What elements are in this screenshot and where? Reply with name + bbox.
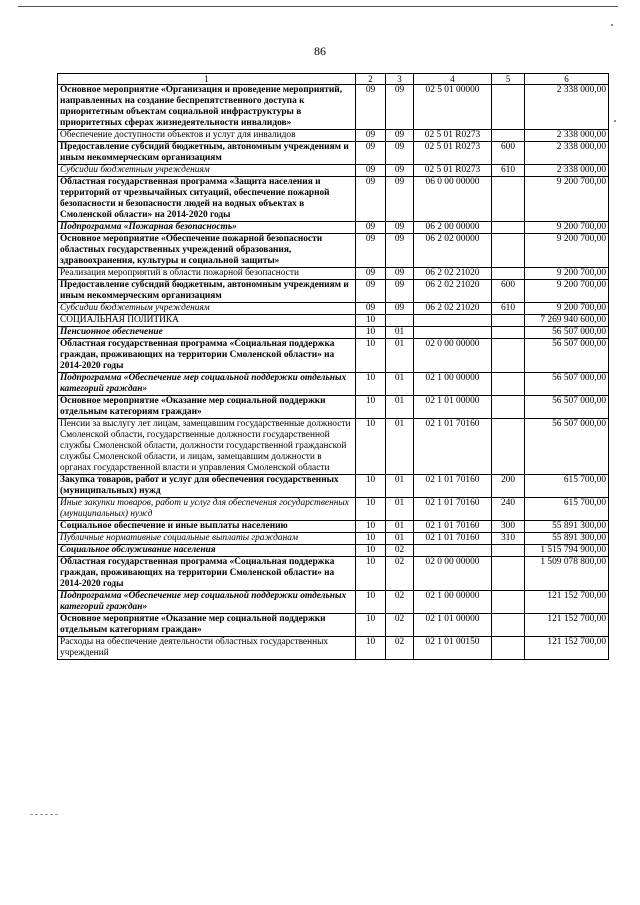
subsection-code-cell: 02 <box>386 614 414 637</box>
subsection-code-cell: 09 <box>386 280 414 303</box>
amount-cell: 2 338 000,00 <box>525 165 609 177</box>
subsection-code-cell: 01 <box>386 396 414 419</box>
item-name-cell: Предоставление субсидий бюджетным, автономным учреждениям и иным некоммерческим организациям <box>58 280 356 303</box>
expense-type-cell: 310 <box>492 533 525 545</box>
item-name-cell: Обеспечение доступности объектов и услуг для инвалидов <box>58 130 356 142</box>
amount-cell: 2 338 000,00 <box>525 130 609 142</box>
expense-type-cell: 200 <box>492 475 525 498</box>
item-name-cell: Подпрограмма «Пожарная безопасность» <box>58 222 356 234</box>
subsection-code-cell: 02 <box>386 637 414 660</box>
expense-type-cell: 240 <box>492 498 525 521</box>
item-name-cell: Иные закупки товаров, работ и услуг для обеспечения государственных (муниципальных) нужд <box>58 498 356 521</box>
expense-type-cell <box>492 327 525 339</box>
item-name-cell: Субсидии бюджетным учреждениям <box>58 165 356 177</box>
expense-type-cell <box>492 315 525 327</box>
subsection-code-cell: 01 <box>386 533 414 545</box>
section-code-cell: 10 <box>356 545 386 557</box>
target-article-cell <box>414 327 492 339</box>
expense-type-cell <box>492 545 525 557</box>
target-article-cell: 02 1 01 70160 <box>414 521 492 533</box>
subsection-code-cell: 02 <box>386 545 414 557</box>
expense-type-cell: 600 <box>492 280 525 303</box>
target-article-cell: 02 5 01 R0273 <box>414 165 492 177</box>
section-code-cell: 10 <box>356 315 386 327</box>
target-article-cell: 02 5 01 R0273 <box>414 142 492 165</box>
expense-type-cell <box>492 268 525 280</box>
table-row <box>58 177 609 222</box>
expense-type-cell <box>492 614 525 637</box>
section-code-cell: 10 <box>356 327 386 339</box>
header-cell: 5 <box>492 74 525 85</box>
table-row <box>58 396 609 419</box>
section-code-cell: 09 <box>356 280 386 303</box>
target-article-cell: 02 1 00 00000 <box>414 591 492 614</box>
subsection-code-cell: 09 <box>386 268 414 280</box>
target-article-cell: 02 1 01 70160 <box>414 498 492 521</box>
expense-type-cell <box>492 637 525 660</box>
subsection-code-cell: 09 <box>386 177 414 222</box>
table-row <box>58 339 609 373</box>
expense-type-cell <box>492 396 525 419</box>
amount-cell: 56 507 000,00 <box>525 373 609 396</box>
expense-type-cell <box>492 419 525 475</box>
expense-type-cell: 600 <box>492 142 525 165</box>
table-row <box>58 234 609 268</box>
amount-cell: 56 507 000,00 <box>525 339 609 373</box>
item-name-cell: Расходы на обеспечение деятельности областных государственных учреждений <box>58 637 356 660</box>
subsection-code-cell: 01 <box>386 475 414 498</box>
table-row <box>58 142 609 165</box>
amount-cell: 56 507 000,00 <box>525 327 609 339</box>
item-name-cell: Областная государственная программа «Социальная поддержка граждан, проживающих на территории Смоленской области» на 2014-2020 годы <box>58 339 356 373</box>
section-code-cell: 10 <box>356 396 386 419</box>
item-name-cell: Предоставление субсидий бюджетным, автономным учреждениям и иным некоммерческим организациям <box>58 142 356 165</box>
scan-speck <box>614 120 616 122</box>
target-article-cell: 06 0 00 00000 <box>414 177 492 222</box>
table-row <box>58 327 609 339</box>
target-article-cell <box>414 545 492 557</box>
subsection-code-cell: 09 <box>386 222 414 234</box>
amount-cell: 2 338 000,00 <box>525 142 609 165</box>
target-article-cell: 06 2 02 21020 <box>414 303 492 315</box>
amount-cell: 615 700,00 <box>525 475 609 498</box>
amount-cell: 9 200 700,00 <box>525 268 609 280</box>
target-article-cell <box>414 315 492 327</box>
table-row <box>58 85 609 130</box>
section-code-cell: 09 <box>356 142 386 165</box>
header-cell: 2 <box>356 74 386 85</box>
item-name-cell: Закупка товаров, работ и услуг для обеспечения государственных (муниципальных) нужд <box>58 475 356 498</box>
target-article-cell: 02 5 01 R0273 <box>414 130 492 142</box>
item-name-cell: Основное мероприятие «Оказание мер социальной поддержки отдельным категориям граждан» <box>58 614 356 637</box>
table-row <box>58 373 609 396</box>
amount-cell: 2 338 000,00 <box>525 85 609 130</box>
target-article-cell: 02 0 00 00000 <box>414 557 492 591</box>
section-code-cell: 09 <box>356 177 386 222</box>
subsection-code-cell: 01 <box>386 373 414 396</box>
target-article-cell: 02 0 00 00000 <box>414 339 492 373</box>
item-name-cell: Пенсии за выслугу лет лицам, замещавшим государственные должности Смоленской области, государственные должности государственной службы Смоленской области, должности государственной гражданской службы Смоленской области, и лицам, замещавшим должности в органах государственной власти и управления Смоленской области <box>58 419 356 475</box>
table-row <box>58 268 609 280</box>
item-name-cell: Публичные нормативные социальные выплаты гражданам <box>58 533 356 545</box>
target-article-cell: 02 5 01 00000 <box>414 85 492 130</box>
subsection-code-cell: 02 <box>386 591 414 614</box>
amount-cell: 9 200 700,00 <box>525 234 609 268</box>
section-code-cell: 10 <box>356 533 386 545</box>
section-code-cell: 09 <box>356 222 386 234</box>
subsection-code-cell: 01 <box>386 339 414 373</box>
expense-type-cell <box>492 234 525 268</box>
table-header-row <box>58 74 609 85</box>
amount-cell: 55 891 300,00 <box>525 533 609 545</box>
table-row <box>58 280 609 303</box>
section-code-cell: 10 <box>356 521 386 533</box>
amount-cell: 9 200 700,00 <box>525 280 609 303</box>
subsection-code-cell: 01 <box>386 521 414 533</box>
item-name-cell: Подпрограмма «Обеспечение мер социальной поддержки отдельных категорий граждан» <box>58 591 356 614</box>
item-name-cell: Областная государственная программа «Защита населения и территорий от чрезвычайных ситуаций, обеспечение пожарной безопасности и безопасности людей на водных объектах в Смоленской области» на 2014-2020 годы <box>58 177 356 222</box>
target-article-cell: 02 1 01 70160 <box>414 475 492 498</box>
target-article-cell: 02 1 01 70160 <box>414 533 492 545</box>
table-row <box>58 498 609 521</box>
table-row <box>58 303 609 315</box>
section-code-cell: 10 <box>356 419 386 475</box>
item-name-cell: Основное мероприятие «Обеспечение пожарной безопасности областных государственных учреждений образования, здравоохранения, культуры и социальной защиты» <box>58 234 356 268</box>
table-row <box>58 591 609 614</box>
section-code-cell: 10 <box>356 498 386 521</box>
table-row <box>58 222 609 234</box>
amount-cell: 1 509 078 800,00 <box>525 557 609 591</box>
section-code-cell: 10 <box>356 557 386 591</box>
section-code-cell: 10 <box>356 339 386 373</box>
expense-type-cell: 610 <box>492 165 525 177</box>
section-code-cell: 09 <box>356 130 386 142</box>
expense-type-cell <box>492 557 525 591</box>
subsection-code-cell: 01 <box>386 498 414 521</box>
subsection-code-cell: 09 <box>386 130 414 142</box>
table-row <box>58 475 609 498</box>
top-border-line <box>18 6 618 7</box>
expense-type-cell <box>492 591 525 614</box>
target-article-cell: 06 2 02 00000 <box>414 234 492 268</box>
target-article-cell: 06 2 02 21020 <box>414 280 492 303</box>
amount-cell: 56 507 000,00 <box>525 419 609 475</box>
subsection-code-cell: 01 <box>386 419 414 475</box>
table-row <box>58 165 609 177</box>
amount-cell: 55 891 300,00 <box>525 521 609 533</box>
item-name-cell: СОЦИАЛЬНАЯ ПОЛИТИКА <box>58 315 356 327</box>
subsection-code-cell: 09 <box>386 142 414 165</box>
section-code-cell: 09 <box>356 234 386 268</box>
expense-type-cell: 610 <box>492 303 525 315</box>
table-row <box>58 315 609 327</box>
margin-dash-mark <box>30 814 58 815</box>
header-cell: 4 <box>414 74 492 85</box>
expense-type-cell <box>492 373 525 396</box>
target-article-cell: 02 1 01 00000 <box>414 614 492 637</box>
amount-cell: 9 200 700,00 <box>525 303 609 315</box>
expense-type-cell <box>492 85 525 130</box>
target-article-cell: 06 2 02 21020 <box>414 268 492 280</box>
section-code-cell: 09 <box>356 165 386 177</box>
item-name-cell: Подпрограмма «Обеспечение мер социальной поддержки отдельных категорий граждан» <box>58 373 356 396</box>
item-name-cell: Основное мероприятие «Организация и проведение мероприятий, направленных на создание беспрепятственного доступа к приоритетным объектам социальной инфраструктуры в приоритетных сферах жизнедеятельности инвалидов» <box>58 85 356 130</box>
section-code-cell: 10 <box>356 614 386 637</box>
amount-cell: 615 700,00 <box>525 498 609 521</box>
section-code-cell: 10 <box>356 591 386 614</box>
section-code-cell: 09 <box>356 303 386 315</box>
table-row <box>58 545 609 557</box>
expense-type-cell <box>492 177 525 222</box>
item-name-cell: Социальное обслуживание населения <box>58 545 356 557</box>
table-row <box>58 614 609 637</box>
subsection-code-cell: 09 <box>386 234 414 268</box>
header-cell: 6 <box>525 74 609 85</box>
target-article-cell: 02 1 00 00000 <box>414 373 492 396</box>
page-number: 86 <box>314 44 326 58</box>
target-article-cell: 02 1 01 70160 <box>414 419 492 475</box>
subsection-code-cell: 09 <box>386 85 414 130</box>
amount-cell: 121 152 700,00 <box>525 614 609 637</box>
item-name-cell: Пенсионное обеспечение <box>58 327 356 339</box>
item-name-cell: Субсидии бюджетным учреждениям <box>58 303 356 315</box>
header-cell: 1 <box>58 74 356 85</box>
section-code-cell: 10 <box>356 475 386 498</box>
table-row <box>58 557 609 591</box>
subsection-code-cell: 02 <box>386 557 414 591</box>
subsection-code-cell <box>386 315 414 327</box>
header-cell: 3 <box>386 74 414 85</box>
table-row <box>58 419 609 475</box>
target-article-cell: 02 1 01 00000 <box>414 396 492 419</box>
section-code-cell: 10 <box>356 373 386 396</box>
table-row <box>58 521 609 533</box>
scan-speck <box>611 24 613 26</box>
table-row <box>58 130 609 142</box>
item-name-cell: Социальное обеспечение и иные выплаты населению <box>58 521 356 533</box>
expense-type-cell <box>492 339 525 373</box>
item-name-cell: Основное мероприятие «Оказание мер социальной поддержки отдельным категориям граждан» <box>58 396 356 419</box>
amount-cell: 121 152 700,00 <box>525 637 609 660</box>
table-row <box>58 637 609 660</box>
expense-type-cell <box>492 130 525 142</box>
amount-cell: 56 507 000,00 <box>525 396 609 419</box>
table-row <box>58 533 609 545</box>
target-article-cell: 02 1 01 00150 <box>414 637 492 660</box>
amount-cell: 1 515 794 900,00 <box>525 545 609 557</box>
budget-table <box>57 73 609 660</box>
section-code-cell: 09 <box>356 85 386 130</box>
amount-cell: 7 269 940 600,00 <box>525 315 609 327</box>
subsection-code-cell: 01 <box>386 327 414 339</box>
expense-type-cell: 300 <box>492 521 525 533</box>
expense-type-cell <box>492 222 525 234</box>
amount-cell: 121 152 700,00 <box>525 591 609 614</box>
section-code-cell: 10 <box>356 637 386 660</box>
amount-cell: 9 200 700,00 <box>525 177 609 222</box>
amount-cell: 9 200 700,00 <box>525 222 609 234</box>
item-name-cell: Реализация мероприятий в области пожарной безопасности <box>58 268 356 280</box>
section-code-cell: 09 <box>356 268 386 280</box>
target-article-cell: 06 2 00 00000 <box>414 222 492 234</box>
subsection-code-cell: 09 <box>386 165 414 177</box>
item-name-cell: Областная государственная программа «Социальная поддержка граждан, проживающих на территории Смоленской области» на 2014-2020 годы <box>58 557 356 591</box>
subsection-code-cell: 09 <box>386 303 414 315</box>
